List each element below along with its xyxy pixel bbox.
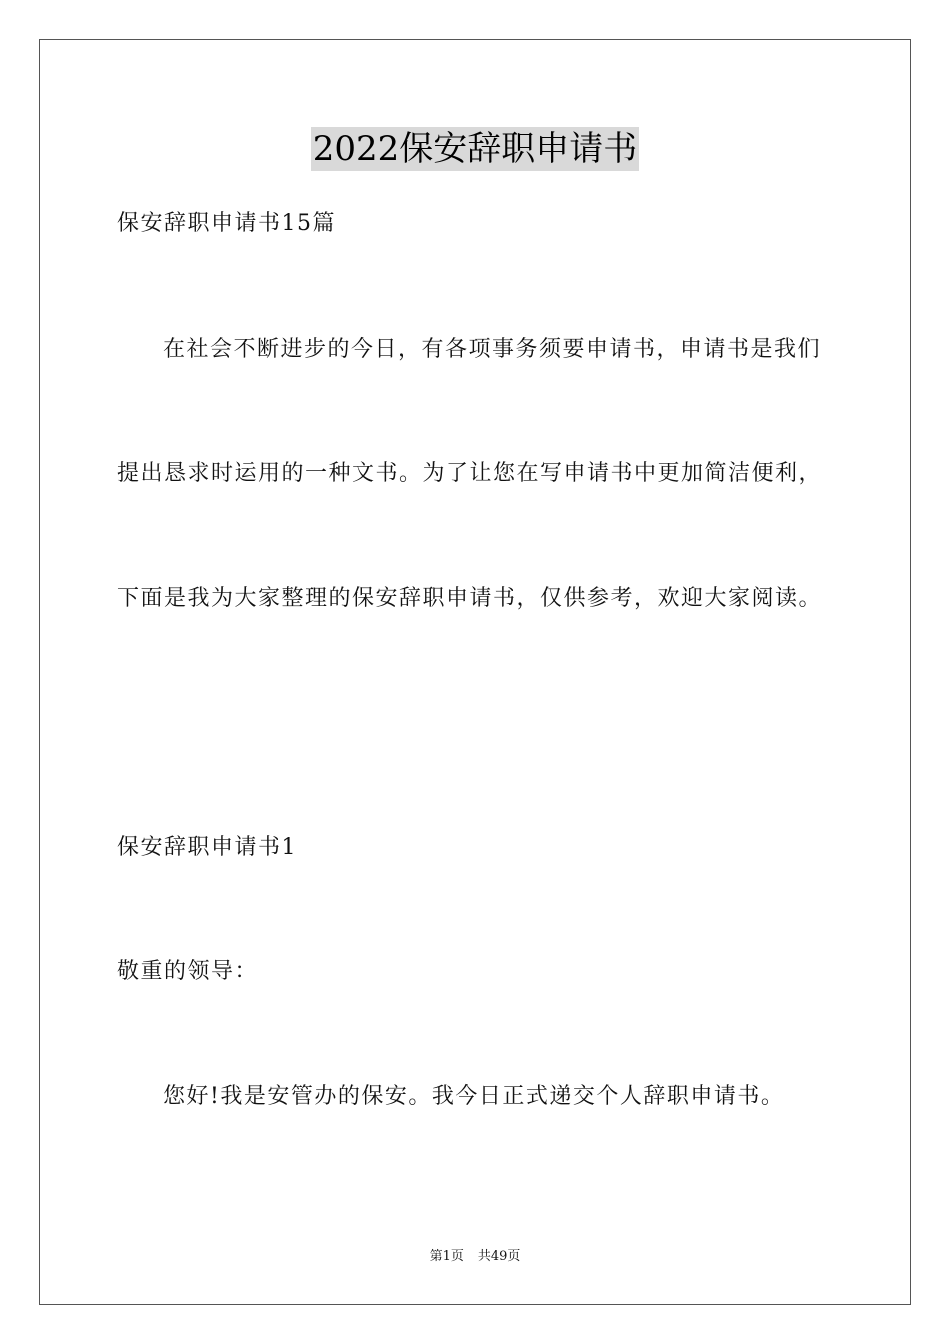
page-footer: [0, 1248, 950, 1266]
intro-paragraph-line-3: 下面是我为大家整理的保安辞职申请书，仅供参考，欢迎大家阅读。: [117, 586, 823, 611]
intro-paragraph-line-1: 在社会不断进步的今日，有各项事务须要申请书，申请书是我们: [163, 337, 822, 362]
page-total: 共49页: [477, 1249, 521, 1264]
salutation: 敬重的领导：: [117, 959, 259, 984]
body-paragraph-line-1: 您好!我是安管办的保安。我今日正式递交个人辞职申请书。: [163, 1084, 785, 1109]
section-heading: 保安辞职申请书1: [117, 835, 297, 860]
page-number: 第1页: [429, 1249, 464, 1264]
title-container: [0, 127, 950, 171]
document-title: 2022保安辞职申请书: [312, 129, 638, 169]
intro-paragraph-line-2: 提出恳求时运用的一种文书。为了让您在写申请书中更加简洁便利，: [117, 461, 823, 486]
document-subtitle: 保安辞职申请书15篇: [117, 211, 336, 236]
